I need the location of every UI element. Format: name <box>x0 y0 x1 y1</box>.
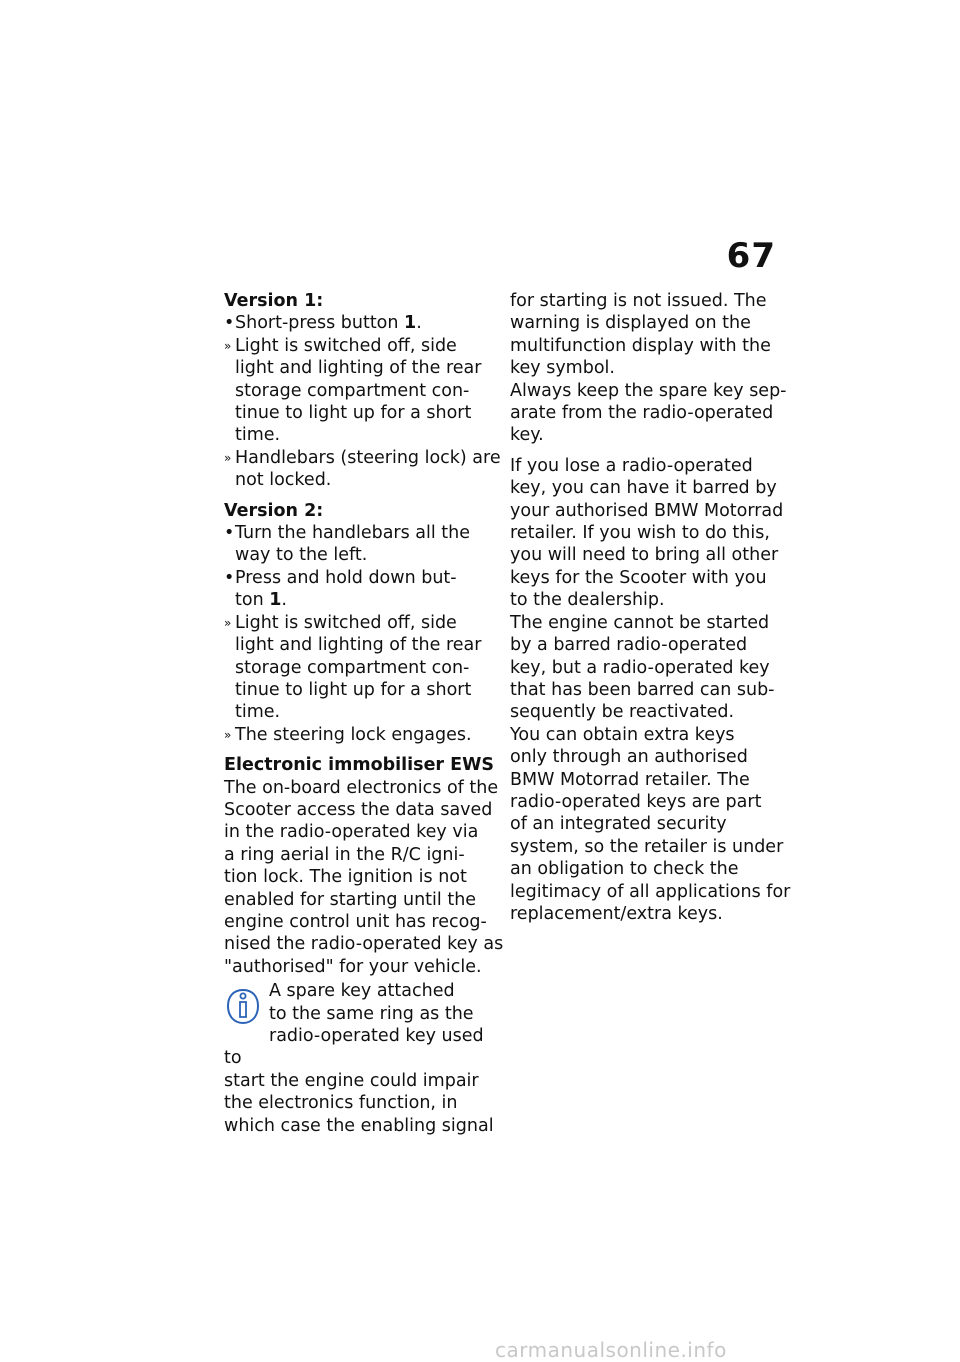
button-reference: 1 <box>404 313 417 334</box>
paragraph-lost-key: If you lose a radio-operated key, you can have it barred by your authorised BMW Motorrad retailer. If you wish to do this, you will need to bring all other keys for the Scooter with you to the dealership. <box>510 455 784 611</box>
info-icon <box>225 986 261 1026</box>
paragraph-spare-key: Always keep the spare key sep- arate from the radio-operated key. <box>510 380 787 446</box>
paragraph-continuation: for starting is not issued. The warning is displayed on the multifunction display with the key symbol. <box>510 291 771 379</box>
paragraph-barred-key: The engine cannot be started by a barred radio-operated key, but a radio-operated key that has been barred can sub- sequently be reactivated. <box>510 612 775 723</box>
version-2-step-1: • Turn the handlebars all the way to the left. <box>224 523 471 566</box>
watermark: carmanualsonline.info <box>495 1338 727 1362</box>
result-marker: » <box>224 727 232 742</box>
paragraph-extra-keys: You can obtain extra keys only through an authorised BMW Motorrad retailer. The radio-operated keys are part of an integrated security system, so the retailer is under an obligation to check the legitimacy of all applications for replacement/extra keys. <box>510 724 791 924</box>
result-marker: » <box>224 338 232 353</box>
version-2-step-2: • Press and hold down but- ton 1. <box>224 567 457 611</box>
bullet-marker: • <box>224 567 235 588</box>
bullet-marker: • <box>224 313 235 334</box>
version-2-heading: Version 2: <box>224 500 324 521</box>
result-marker: » <box>224 615 232 630</box>
version-1-step-1: • Short-press button 1. <box>224 313 422 334</box>
version-1-result-1: » Light is switched off, side light and lighting of the rear storage compartment con- tinue to light up for a short time. <box>224 335 482 446</box>
page-number: 67 <box>726 236 776 276</box>
ews-paragraph: The on-board electronics of the Scooter access the data saved in the radio-operated key via a ring aerial in the R/C igni- tion lock. The ignition is not enabled for starting until the engine control unit has recog- nised the radio-operated key as "authorised" for your vehicle. <box>224 777 504 977</box>
info-note: A spare key attached to the same ring as the radio-operated key used to start the engine could impair the electronics function, in which case the enabling signal <box>224 981 494 1136</box>
version-2-result-2: » The steering lock engages. <box>224 724 472 745</box>
version-2-result-1: » Light is switched off, side light and lighting of the rear storage compartment con- tinue to light up for a short time. <box>224 612 482 723</box>
version-1-heading: Version 1: <box>224 291 324 311</box>
result-marker: » <box>224 450 232 465</box>
ews-heading: Electronic immobiliser EWS <box>224 755 495 776</box>
button-reference: 1 <box>269 590 282 611</box>
bullet-marker: • <box>224 523 235 544</box>
right-column <box>510 290 791 925</box>
version-1-result-2: » Handlebars (steering lock) are not locked. <box>224 447 501 491</box>
left-column <box>224 290 504 1137</box>
